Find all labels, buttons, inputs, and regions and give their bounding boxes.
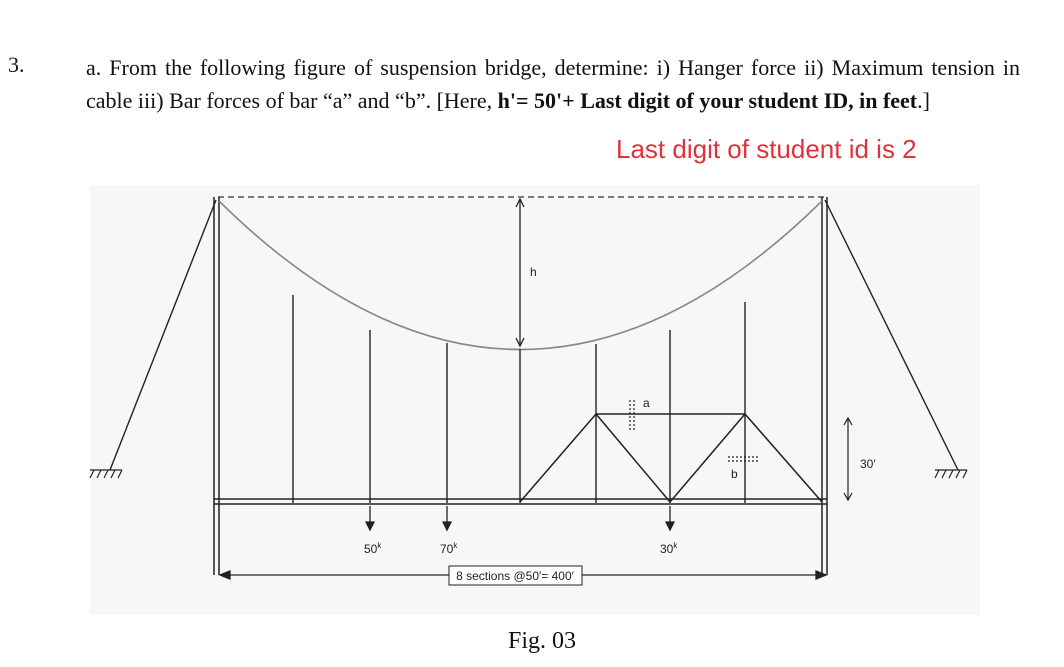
question-suffix: .]	[917, 88, 930, 113]
load-label-2: 70$^k$	[440, 541, 458, 556]
figure-caption: Fig. 03	[508, 628, 577, 654]
load-label-3: 30$^k$	[660, 541, 678, 556]
student-id-note: Last digit of student id is 2	[616, 134, 917, 164]
height-label: 30′	[860, 457, 876, 471]
span-label: 8 sections @50′= 400′	[456, 569, 574, 583]
h-label: h	[530, 265, 537, 279]
figure-background	[90, 185, 980, 615]
h-expression: h'= 50'+ Last digit of your student ID, in feet	[497, 88, 918, 113]
member-b-label: b	[731, 467, 738, 481]
member-a-label: a	[643, 396, 650, 410]
question-body: a. From the following figure of suspension bridge, determine: i) Hanger force ii) Maximum tension in cable iii) Bar forces of bar “a” and “b”. [Here,	[86, 55, 1020, 113]
question-number: 3.	[8, 52, 25, 77]
load-label-1: 50$^k$	[364, 541, 382, 556]
